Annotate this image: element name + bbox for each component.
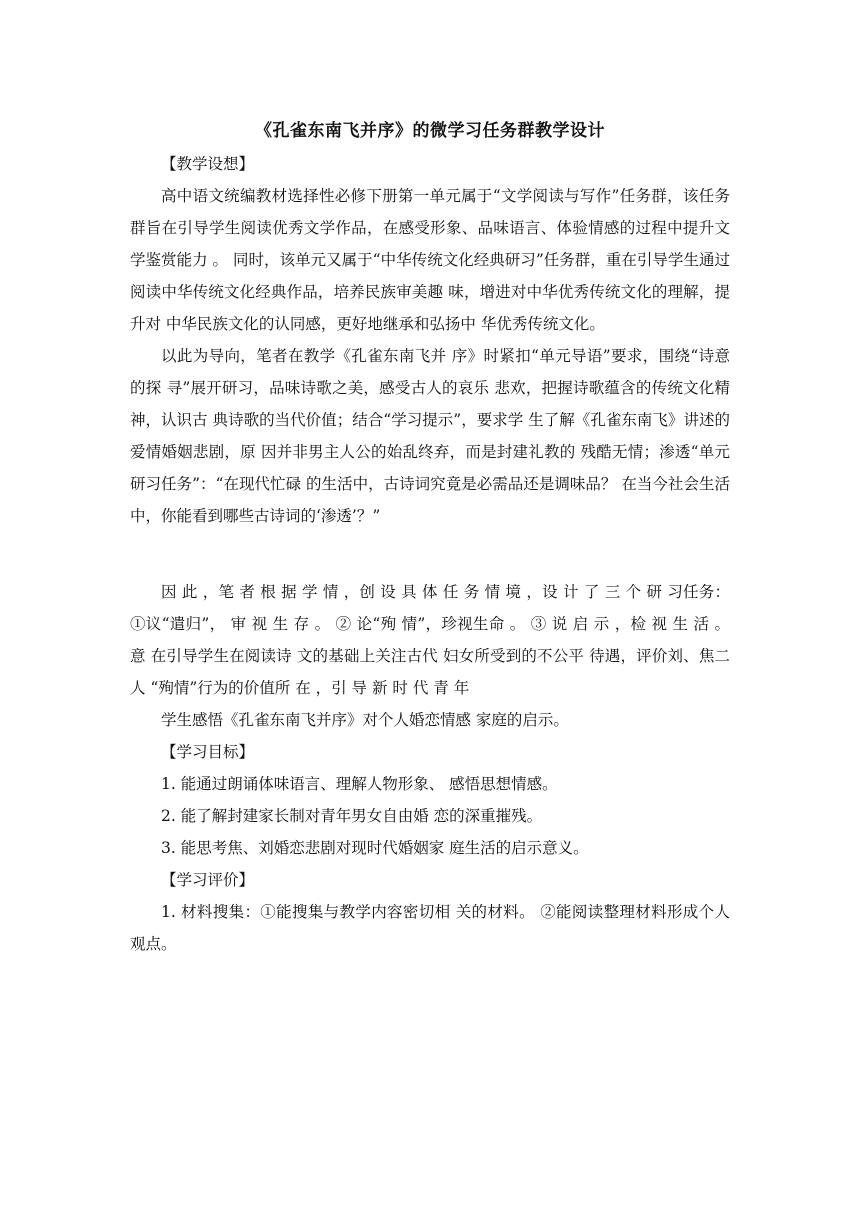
objective-item-3: 3. 能思考焦、刘婚恋悲剧对现时代婚姻家 庭生活的启示意义。 (161, 839, 589, 857)
objectives-heading: 【学习目标】 (161, 743, 255, 761)
objective-item-2: 2. 能了解封建家长制对青年男女自由婚 恋的深重摧残。 (161, 807, 543, 825)
teaching-idea-heading: 【教学设想】 (161, 155, 255, 173)
document-title: 《孔雀东南飞并序》的微学习任务群教学设计 (255, 121, 605, 141)
objective-item-1: 1. 能通过朗诵体味语言、理解人物形象、 感悟思想情感。 (161, 775, 558, 793)
blank-space (130, 532, 730, 576)
paragraph-2: 以此为导向，笔者在教学《孔雀东南飞并 序》时紧扣“单元导语”要求，围绕“诗意的探 寻”展开研习，品味诗歌之美，感受古人的哀乐 悲欢，把握诗歌蕴含的传统文化精神，认识古 典诗歌的当代价值；结合“学习提示”，要求学 生了解《孔雀东南飞》讲述的爱情婚姻悲剧，原 因并非男主人公的始乱终弃，而是封建礼教的 残酷无情；渗透“单元研习任务”：“在现代忙碌 的生活中，古诗词究竟是必需品还是调味品？ 在当今社会生活中，你能看到哪些古诗词的‘渗透’？” (130, 347, 730, 525)
evaluation-item-1: 1. 材料搜集：①能搜集与教学内容密切相 关的材料。 ②能阅读整理材料形成个人观点。 (130, 903, 730, 953)
paragraph-4: 学生感悟《孔雀东南飞并序》对个人婚恋情感 家庭的启示。 (161, 711, 569, 729)
paragraph-3: 因 此 ，笔 者 根 据 学 情 ，创 设 具 体 任 务 情 境 ，设 计 了 三 个 研 习任务：①议“遣归”， 审 视 生 存 。 ② 论“殉 情”，珍视生命 。 ③ 说 启 示 ，检 视 生 活 。 意 在引导学生在阅读诗 文的基础上关注古代 妇女所受到的不公平 待遇，评价刘、焦二人 “殉情”行为的价值所 在 ，引 导 新 时 代 青 年 (130, 583, 730, 697)
evaluation-heading: 【学习评价】 (161, 871, 255, 889)
document-body (130, 148, 730, 960)
paragraph-1: 高中语文统编教材选择性必修下册第一单元属于“文学阅读与写作”任务群，该任务群旨在引导学生阅读优秀文学作品，在感受形象、品味语言、体验情感的过程中提升文学鉴赏能力 。 同时，该单元又属于“中华传统文化经典研习”任务群，重在引导学生通过阅读中华传统文化经典作品，培养民族审美趣 味，增进对中华优秀传统文化的理解，提升对 中华民族文化的认同感，更好地继承和弘扬中 华优秀传统文化。 (130, 187, 730, 333)
